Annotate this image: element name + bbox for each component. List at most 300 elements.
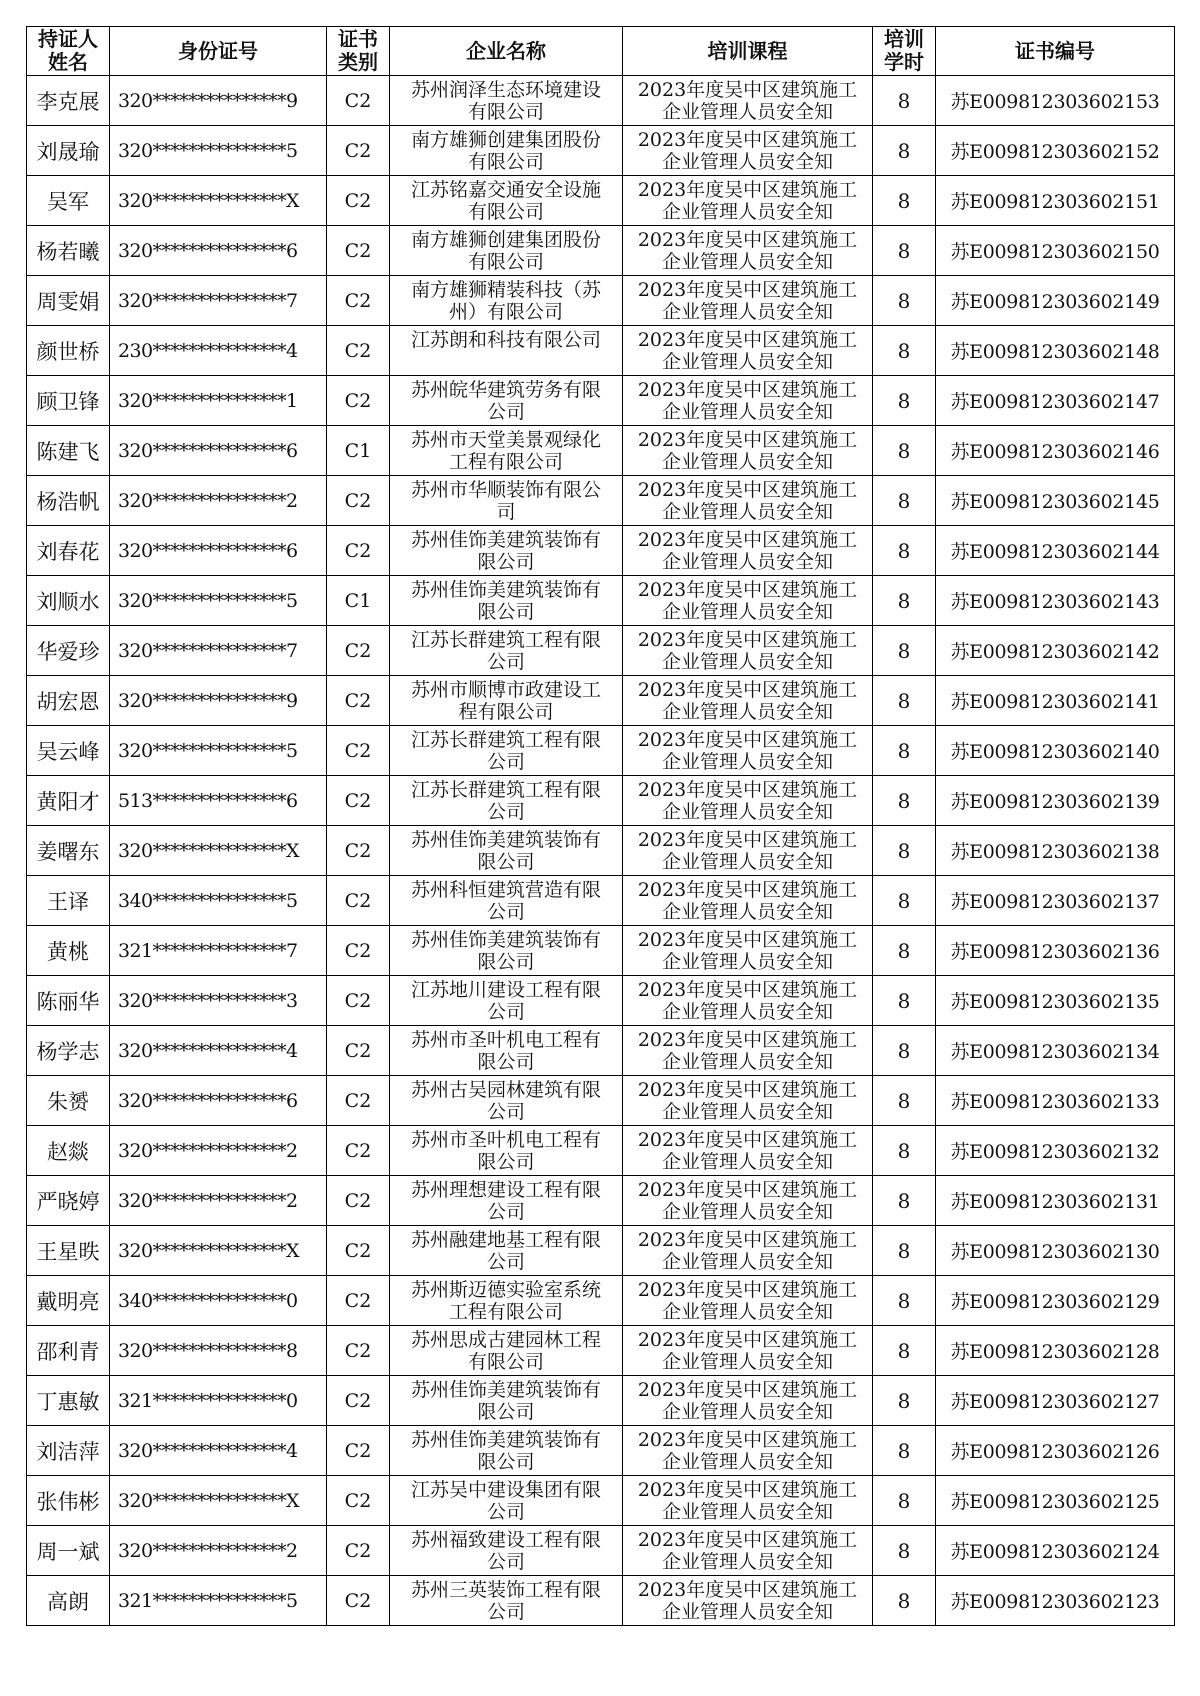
company-name-cell-text: 苏州思成古建园林工程有限公司 <box>410 1328 601 1373</box>
cert-category-cell: C2 <box>327 226 390 276</box>
holder-name-cell: 周雯娟 <box>27 276 110 326</box>
table-row <box>27 1326 1175 1376</box>
training-course-cell-text: 2023年度吴中区建筑施工企业管理人员安全知 <box>637 128 858 173</box>
training-course-cell <box>623 426 873 476</box>
holder-name-cell: 赵燚 <box>27 1126 110 1176</box>
company-name-cell <box>390 376 623 426</box>
company-name-cell-text: 江苏长群建筑工程有限公司 <box>410 728 601 773</box>
cert-number-cell: 苏E009812303602136 <box>936 926 1175 976</box>
cert-number-cell: 苏E009812303602128 <box>936 1326 1175 1376</box>
training-hours-cell: 8 <box>873 376 936 426</box>
holder-name-cell: 黄阳才 <box>27 776 110 826</box>
company-name-cell <box>390 226 623 276</box>
company-name-cell <box>390 76 623 126</box>
company-name-cell <box>390 1426 623 1476</box>
training-course-cell-text: 2023年度吴中区建筑施工企业管理人员安全知 <box>637 1128 858 1173</box>
holder-name-cell: 邵利青 <box>27 1326 110 1376</box>
holder-name-cell: 刘晟瑜 <box>27 126 110 176</box>
training-hours-cell: 8 <box>873 1426 936 1476</box>
company-name-cell-text: 江苏长群建筑工程有限公司 <box>410 628 601 673</box>
cert-number-cell: 苏E009812303602130 <box>936 1226 1175 1276</box>
header-cert-category-line2: 类别 <box>338 50 378 74</box>
training-hours-cell: 8 <box>873 926 936 976</box>
training-hours-cell: 8 <box>873 726 936 776</box>
table-row <box>27 1176 1175 1226</box>
cert-category-cell: C2 <box>327 1276 390 1326</box>
company-name-cell-text: 苏州科恒建筑营造有限公司 <box>410 878 601 923</box>
table-row <box>27 1526 1175 1576</box>
cert-number-cell: 苏E009812303602142 <box>936 626 1175 676</box>
cert-category-cell: C2 <box>327 1576 390 1626</box>
table-row <box>27 426 1175 476</box>
id-number-cell: 320***************2 <box>110 476 327 526</box>
cert-number-cell: 苏E009812303602152 <box>936 126 1175 176</box>
company-name-cell-text: 南方雄狮创建集团股份有限公司 <box>410 228 601 273</box>
cert-number-cell: 苏E009812303602123 <box>936 1576 1175 1626</box>
cert-category-cell: C2 <box>327 476 390 526</box>
table-row <box>27 926 1175 976</box>
cert-category-cell: C2 <box>327 1176 390 1226</box>
training-hours-cell: 8 <box>873 1276 936 1326</box>
training-course-cell-text: 2023年度吴中区建筑施工企业管理人员安全知 <box>637 678 858 723</box>
id-number-cell: 320***************7 <box>110 626 327 676</box>
cert-number-cell: 苏E009812303602153 <box>936 76 1175 126</box>
company-name-cell-text: 苏州佳饰美建筑装饰有限公司 <box>410 928 601 973</box>
table-row <box>27 1576 1175 1626</box>
holder-name-cell: 朱赟 <box>27 1076 110 1126</box>
table-row <box>27 376 1175 426</box>
table-row <box>27 526 1175 576</box>
company-name-cell-text: 苏州润泽生态环境建设有限公司 <box>410 78 601 123</box>
training-course-cell-text: 2023年度吴中区建筑施工企业管理人员安全知 <box>637 278 858 323</box>
training-course-cell <box>623 826 873 876</box>
id-number-cell: 321***************5 <box>110 1576 327 1626</box>
training-hours-cell: 8 <box>873 326 936 376</box>
company-name-cell <box>390 976 623 1026</box>
table-row <box>27 1026 1175 1076</box>
holder-name-cell: 顾卫锋 <box>27 376 110 426</box>
training-course-cell <box>623 976 873 1026</box>
header-holder-name-line1: 持证人 <box>38 27 98 51</box>
training-course-cell <box>623 526 873 576</box>
training-hours-cell: 8 <box>873 276 936 326</box>
company-name-cell-text: 苏州理想建设工程有限公司 <box>410 1178 601 1223</box>
training-course-cell-text: 2023年度吴中区建筑施工企业管理人员安全知 <box>637 828 858 873</box>
header-holder-name-line2: 姓名 <box>48 50 88 74</box>
holder-name-cell: 王星昳 <box>27 1226 110 1276</box>
cert-number-cell: 苏E009812303602149 <box>936 276 1175 326</box>
cert-number-cell: 苏E009812303602151 <box>936 176 1175 226</box>
cert-category-cell: C2 <box>327 676 390 726</box>
training-hours-cell: 8 <box>873 826 936 876</box>
id-number-cell: 320***************7 <box>110 276 327 326</box>
training-course-cell-text: 2023年度吴中区建筑施工企业管理人员安全知 <box>637 1178 858 1223</box>
company-name-cell <box>390 326 623 376</box>
header-company-name: 企业名称 <box>390 27 623 76</box>
company-name-cell <box>390 576 623 626</box>
table-row <box>27 1126 1175 1176</box>
header-training-course: 培训课程 <box>623 27 873 76</box>
holder-name-cell: 陈建飞 <box>27 426 110 476</box>
table-row <box>27 1276 1175 1326</box>
training-course-cell <box>623 1126 873 1176</box>
company-name-cell <box>390 726 623 776</box>
training-course-cell-text: 2023年度吴中区建筑施工企业管理人员安全知 <box>637 628 858 673</box>
cert-category-cell: C2 <box>327 626 390 676</box>
table-row <box>27 976 1175 1026</box>
holder-name-cell: 杨若曦 <box>27 226 110 276</box>
training-course-cell <box>623 76 873 126</box>
id-number-cell: 320***************X <box>110 1226 327 1276</box>
id-number-cell: 321***************7 <box>110 926 327 976</box>
table-row <box>27 1476 1175 1526</box>
training-course-cell <box>623 1076 873 1126</box>
cert-category-cell: C2 <box>327 376 390 426</box>
cert-number-cell: 苏E009812303602124 <box>936 1526 1175 1576</box>
id-number-cell: 320***************2 <box>110 1176 327 1226</box>
table-row <box>27 876 1175 926</box>
training-hours-cell: 8 <box>873 776 936 826</box>
training-course-cell-text: 2023年度吴中区建筑施工企业管理人员安全知 <box>637 1028 858 1073</box>
company-name-cell <box>390 1226 623 1276</box>
table-row <box>27 476 1175 526</box>
training-course-cell <box>623 726 873 776</box>
cert-number-cell: 苏E009812303602129 <box>936 1276 1175 1326</box>
cert-number-cell: 苏E009812303602150 <box>936 226 1175 276</box>
cert-number-cell: 苏E009812303602140 <box>936 726 1175 776</box>
id-number-cell: 320***************6 <box>110 226 327 276</box>
training-hours-cell: 8 <box>873 526 936 576</box>
training-course-cell-text: 2023年度吴中区建筑施工企业管理人员安全知 <box>637 1378 858 1423</box>
table-row <box>27 1076 1175 1126</box>
training-course-cell-text: 2023年度吴中区建筑施工企业管理人员安全知 <box>637 1578 858 1623</box>
cert-category-cell: C1 <box>327 576 390 626</box>
cert-category-cell: C2 <box>327 1526 390 1576</box>
cert-number-cell: 苏E009812303602137 <box>936 876 1175 926</box>
training-course-cell <box>623 1376 873 1426</box>
training-hours-cell: 8 <box>873 576 936 626</box>
company-name-cell-text: 江苏铭嘉交通安全设施有限公司 <box>410 178 601 223</box>
training-hours-cell: 8 <box>873 476 936 526</box>
training-hours-cell: 8 <box>873 876 936 926</box>
cert-number-cell: 苏E009812303602134 <box>936 1026 1175 1076</box>
header-training-hours <box>873 27 936 76</box>
id-number-cell: 320***************8 <box>110 1326 327 1376</box>
cert-number-cell: 苏E009812303602127 <box>936 1376 1175 1426</box>
training-course-cell-text: 2023年度吴中区建筑施工企业管理人员安全知 <box>637 1478 858 1523</box>
training-course-cell-text: 2023年度吴中区建筑施工企业管理人员安全知 <box>637 428 858 473</box>
training-hours-cell: 8 <box>873 976 936 1026</box>
training-course-cell-text: 2023年度吴中区建筑施工企业管理人员安全知 <box>637 478 858 523</box>
id-number-cell: 320***************2 <box>110 1126 327 1176</box>
holder-name-cell: 李克展 <box>27 76 110 126</box>
training-course-cell-text: 2023年度吴中区建筑施工企业管理人员安全知 <box>637 228 858 273</box>
training-course-cell-text: 2023年度吴中区建筑施工企业管理人员安全知 <box>637 1428 858 1473</box>
training-course-cell-text: 2023年度吴中区建筑施工企业管理人员安全知 <box>637 1528 858 1573</box>
training-hours-cell: 8 <box>873 1176 936 1226</box>
company-name-cell-text: 苏州皖华建筑劳务有限公司 <box>410 378 601 423</box>
training-course-cell-text: 2023年度吴中区建筑施工企业管理人员安全知 <box>637 1278 858 1323</box>
id-number-cell: 320***************4 <box>110 1426 327 1476</box>
training-course-cell <box>623 1026 873 1076</box>
company-name-cell <box>390 126 623 176</box>
holder-name-cell: 陈丽华 <box>27 976 110 1026</box>
table-row <box>27 676 1175 726</box>
table-row <box>27 826 1175 876</box>
company-name-cell <box>390 276 623 326</box>
cert-category-cell: C2 <box>327 326 390 376</box>
cert-number-cell: 苏E009812303602126 <box>936 1426 1175 1476</box>
training-course-cell-text: 2023年度吴中区建筑施工企业管理人员安全知 <box>637 878 858 923</box>
training-course-cell <box>623 476 873 526</box>
training-course-cell <box>623 176 873 226</box>
id-number-cell: 320***************2 <box>110 1526 327 1576</box>
company-name-cell-text: 苏州市圣叶机电工程有限公司 <box>410 1128 601 1173</box>
company-name-cell <box>390 626 623 676</box>
holder-name-cell: 刘洁萍 <box>27 1426 110 1476</box>
training-hours-cell: 8 <box>873 426 936 476</box>
holder-name-cell: 颜世桥 <box>27 326 110 376</box>
company-name-cell <box>390 426 623 476</box>
training-hours-cell: 8 <box>873 676 936 726</box>
training-course-cell <box>623 1276 873 1326</box>
holder-name-cell: 丁惠敏 <box>27 1376 110 1426</box>
company-name-cell <box>390 1076 623 1126</box>
table-row <box>27 1376 1175 1426</box>
id-number-cell: 320***************6 <box>110 426 327 476</box>
company-name-cell <box>390 1176 623 1226</box>
cert-category-cell: C2 <box>327 1326 390 1376</box>
company-name-cell-text: 苏州佳饰美建筑装饰有限公司 <box>410 578 601 623</box>
table-row <box>27 576 1175 626</box>
training-course-cell-text: 2023年度吴中区建筑施工企业管理人员安全知 <box>637 528 858 573</box>
holder-name-cell: 吴云峰 <box>27 726 110 776</box>
company-name-cell-text: 苏州融建地基工程有限公司 <box>410 1228 601 1273</box>
company-name-cell-text: 南方雄狮精装科技（苏州）有限公司 <box>410 278 601 323</box>
cert-number-cell: 苏E009812303602143 <box>936 576 1175 626</box>
id-number-cell: 320***************5 <box>110 726 327 776</box>
holder-name-cell: 周一斌 <box>27 1526 110 1576</box>
cert-category-cell: C2 <box>327 1426 390 1476</box>
training-course-cell <box>623 126 873 176</box>
training-hours-cell: 8 <box>873 1526 936 1576</box>
table-row <box>27 626 1175 676</box>
training-course-cell <box>623 376 873 426</box>
id-number-cell: 320***************6 <box>110 1076 327 1126</box>
header-cert-number: 证书编号 <box>936 27 1175 76</box>
holder-name-cell: 张伟彬 <box>27 1476 110 1526</box>
company-name-cell-text: 南方雄狮创建集团股份有限公司 <box>410 128 601 173</box>
id-number-cell: 340***************0 <box>110 1276 327 1326</box>
cert-number-cell: 苏E009812303602141 <box>936 676 1175 726</box>
company-name-cell-text: 苏州三英装饰工程有限公司 <box>410 1578 601 1623</box>
training-course-cell-text: 2023年度吴中区建筑施工企业管理人员安全知 <box>637 378 858 423</box>
company-name-cell <box>390 176 623 226</box>
cert-category-cell: C2 <box>327 526 390 576</box>
cert-category-cell: C2 <box>327 876 390 926</box>
id-number-cell: 320***************1 <box>110 376 327 426</box>
header-cert-category-line1: 证书 <box>338 27 378 51</box>
training-course-cell-text: 2023年度吴中区建筑施工企业管理人员安全知 <box>637 78 858 123</box>
id-number-cell: 320***************5 <box>110 126 327 176</box>
training-course-cell <box>623 676 873 726</box>
id-number-cell: 320***************X <box>110 1476 327 1526</box>
training-course-cell <box>623 1326 873 1376</box>
training-hours-cell: 8 <box>873 126 936 176</box>
cert-number-cell: 苏E009812303602139 <box>936 776 1175 826</box>
table-row <box>27 1226 1175 1276</box>
training-course-cell-text: 2023年度吴中区建筑施工企业管理人员安全知 <box>637 328 858 373</box>
company-name-cell-text: 苏州佳饰美建筑装饰有限公司 <box>410 528 601 573</box>
cert-category-cell: C2 <box>327 1026 390 1076</box>
training-course-cell <box>623 1226 873 1276</box>
company-name-cell-text: 苏州市天堂美景观绿化工程有限公司 <box>410 428 601 473</box>
training-course-cell <box>623 326 873 376</box>
holder-name-cell: 戴明亮 <box>27 1276 110 1326</box>
company-name-cell <box>390 1576 623 1626</box>
holder-name-cell: 吴军 <box>27 176 110 226</box>
cert-category-cell: C2 <box>327 126 390 176</box>
training-hours-cell: 8 <box>873 1226 936 1276</box>
cert-category-cell: C2 <box>327 1076 390 1126</box>
company-name-cell <box>390 1126 623 1176</box>
company-name-cell-text: 苏州斯迈德实验室系统工程有限公司 <box>410 1278 601 1323</box>
training-hours-cell: 8 <box>873 1376 936 1426</box>
company-name-cell-text: 苏州佳饰美建筑装饰有限公司 <box>410 1378 601 1423</box>
company-name-cell <box>390 1276 623 1326</box>
holder-name-cell: 姜曙东 <box>27 826 110 876</box>
training-hours-cell: 8 <box>873 1126 936 1176</box>
training-course-cell-text: 2023年度吴中区建筑施工企业管理人员安全知 <box>637 1078 858 1123</box>
training-course-cell <box>623 1476 873 1526</box>
cert-category-cell: C2 <box>327 276 390 326</box>
training-course-cell-text: 2023年度吴中区建筑施工企业管理人员安全知 <box>637 178 858 223</box>
training-course-cell <box>623 1526 873 1576</box>
cert-category-cell: C2 <box>327 1126 390 1176</box>
table-row <box>27 276 1175 326</box>
training-hours-cell: 8 <box>873 1076 936 1126</box>
id-number-cell: 320***************9 <box>110 76 327 126</box>
document-page <box>26 26 1174 1626</box>
table-row <box>27 726 1175 776</box>
header-training-hours-line2: 学时 <box>884 50 924 74</box>
training-course-cell-text: 2023年度吴中区建筑施工企业管理人员安全知 <box>637 978 858 1023</box>
cert-number-cell: 苏E009812303602146 <box>936 426 1175 476</box>
training-hours-cell: 8 <box>873 1026 936 1076</box>
holder-name-cell: 王译 <box>27 876 110 926</box>
cert-number-cell: 苏E009812303602147 <box>936 376 1175 426</box>
training-hours-cell: 8 <box>873 226 936 276</box>
cert-category-cell: C2 <box>327 1476 390 1526</box>
cert-category-cell: C2 <box>327 726 390 776</box>
company-name-cell-text: 苏州市华顺装饰有限公司 <box>410 478 601 523</box>
company-name-cell-text: 苏州市顺博市政建设工程有限公司 <box>410 678 601 723</box>
cert-number-cell: 苏E009812303602148 <box>936 326 1175 376</box>
cert-category-cell: C2 <box>327 1376 390 1426</box>
company-name-cell-text: 苏州古吴园林建筑有限公司 <box>410 1078 601 1123</box>
id-number-cell: 320***************4 <box>110 1026 327 1076</box>
company-name-cell-text: 江苏长群建筑工程有限公司 <box>410 778 601 823</box>
training-hours-cell: 8 <box>873 76 936 126</box>
company-name-cell-text: 江苏地川建设工程有限公司 <box>410 978 601 1023</box>
training-course-cell-text: 2023年度吴中区建筑施工企业管理人员安全知 <box>637 728 858 773</box>
company-name-cell-text: 江苏吴中建设集团有限公司 <box>410 1478 601 1523</box>
training-hours-cell: 8 <box>873 1576 936 1626</box>
header-training-hours-line1: 培训 <box>884 27 924 51</box>
company-name-cell <box>390 776 623 826</box>
holder-name-cell: 华爱珍 <box>27 626 110 676</box>
training-course-cell-text: 2023年度吴中区建筑施工企业管理人员安全知 <box>637 778 858 823</box>
table-row <box>27 76 1175 126</box>
table-body <box>27 76 1175 1626</box>
training-course-cell <box>623 276 873 326</box>
holder-name-cell: 刘春花 <box>27 526 110 576</box>
company-name-cell <box>390 876 623 926</box>
header-cert-category <box>327 27 390 76</box>
id-number-cell: 320***************X <box>110 826 327 876</box>
cert-number-cell: 苏E009812303602125 <box>936 1476 1175 1526</box>
company-name-cell <box>390 926 623 976</box>
header-holder-name <box>27 27 110 76</box>
cert-category-cell: C2 <box>327 776 390 826</box>
training-hours-cell: 8 <box>873 626 936 676</box>
cert-category-cell: C2 <box>327 176 390 226</box>
id-number-cell: 340***************5 <box>110 876 327 926</box>
holder-name-cell: 高朗 <box>27 1576 110 1626</box>
company-name-cell <box>390 526 623 576</box>
training-course-cell <box>623 626 873 676</box>
holder-name-cell: 黄桃 <box>27 926 110 976</box>
table-row <box>27 126 1175 176</box>
cert-category-cell: C2 <box>327 976 390 1026</box>
training-course-cell <box>623 1176 873 1226</box>
holder-name-cell: 杨浩帆 <box>27 476 110 526</box>
training-course-cell <box>623 1426 873 1476</box>
company-name-cell-text: 苏州佳饰美建筑装饰有限公司 <box>410 828 601 873</box>
id-number-cell: 320***************6 <box>110 526 327 576</box>
company-name-cell <box>390 1026 623 1076</box>
company-name-cell-text: 苏州福致建设工程有限公司 <box>410 1528 601 1573</box>
cert-category-cell: C1 <box>327 426 390 476</box>
company-name-cell <box>390 1376 623 1426</box>
cert-number-cell: 苏E009812303602144 <box>936 526 1175 576</box>
table-row <box>27 176 1175 226</box>
header-id-number: 身份证号 <box>110 27 327 76</box>
cert-number-cell: 苏E009812303602132 <box>936 1126 1175 1176</box>
company-name-cell <box>390 1326 623 1376</box>
id-number-cell: 320***************3 <box>110 976 327 1026</box>
training-course-cell <box>623 876 873 926</box>
training-course-cell-text: 2023年度吴中区建筑施工企业管理人员安全知 <box>637 1328 858 1373</box>
holder-name-cell: 刘顺水 <box>27 576 110 626</box>
company-name-cell <box>390 476 623 526</box>
cert-number-cell: 苏E009812303602135 <box>936 976 1175 1026</box>
id-number-cell: 321***************0 <box>110 1376 327 1426</box>
training-course-cell <box>623 926 873 976</box>
training-course-cell <box>623 226 873 276</box>
certificate-table <box>26 26 1175 1626</box>
cert-number-cell: 苏E009812303602131 <box>936 1176 1175 1226</box>
company-name-cell <box>390 676 623 726</box>
company-name-cell <box>390 1476 623 1526</box>
training-hours-cell: 8 <box>873 1326 936 1376</box>
training-course-cell-text: 2023年度吴中区建筑施工企业管理人员安全知 <box>637 1228 858 1273</box>
company-name-cell-text: 苏州佳饰美建筑装饰有限公司 <box>410 1428 601 1473</box>
cert-category-cell: C2 <box>327 1226 390 1276</box>
cert-category-cell: C2 <box>327 926 390 976</box>
company-name-cell-text: 苏州市圣叶机电工程有限公司 <box>410 1028 601 1073</box>
company-name-cell <box>390 1526 623 1576</box>
